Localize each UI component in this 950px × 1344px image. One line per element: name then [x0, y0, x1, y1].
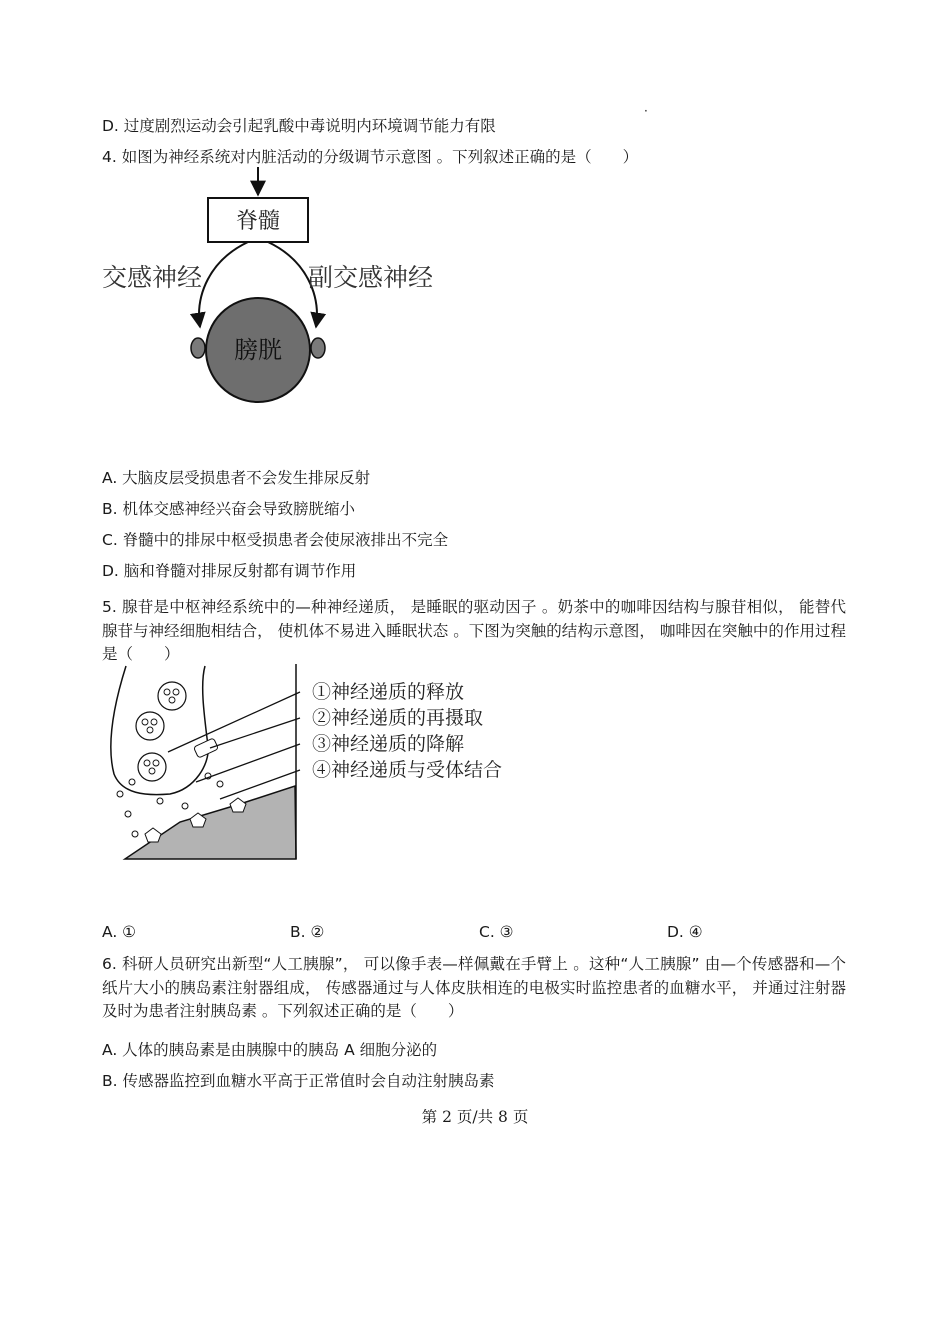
q4-option-a: A. 大脑皮层受损患者不会发生排尿反射: [102, 469, 371, 487]
synapse-label-1: ①神经递质的释放: [312, 681, 465, 703]
q4-stem: 4. 如图为神经系统对内脏活动的分级调节示意图 。下列叙述正确的是（ ）: [102, 148, 639, 166]
parasympathetic-label: 副交感神经: [308, 263, 434, 292]
postsynaptic-cell: [125, 786, 296, 859]
q5-option-c: C. ③: [479, 923, 514, 941]
q6-option-a: A. 人体的胰岛素是由胰腺中的胰岛 A 细胞分泌的: [102, 1041, 438, 1059]
q5-option-a: A. ①: [102, 923, 137, 941]
previous-option-d: D. 过度剧烈运动会引起乳酸中毒说明内环境调节能力有限: [102, 117, 496, 135]
synapse-label-2: ②神经递质的再摄取: [312, 707, 484, 729]
q4-option-b: B. 机体交感神经兴奋会导致膀胱缩小: [102, 500, 355, 518]
vesicles: [136, 682, 186, 781]
page-footer: 第 2 页/共 8 页: [421, 1108, 529, 1126]
q5-option-d: D. ④: [667, 923, 703, 941]
synapse-label-3: ③神经递质的降解: [312, 733, 465, 755]
q5-synapse-figure: [100, 664, 520, 864]
q5-stem: 5. 腺苷是中枢神经系统中的—种神经递质， 是睡眠的驱动因子 。奶茶中的咖啡因结构与腺苷相似， 能替代腺苷与神经细胞相结合， 使机体不易进入睡眠状态 。下图为突触的结构示意图， 咖啡因在突触中的作用过程是（ ）: [102, 598, 846, 663]
synapse-label-4: ④神经递质与受体结合: [312, 759, 503, 781]
bladder-label: 膀胱: [234, 336, 282, 364]
stray-mark: ·: [644, 104, 648, 118]
spinal-cord-label: 脊髓: [235, 209, 281, 234]
q4-figure: [100, 165, 445, 405]
bladder-right-lobe: [311, 338, 325, 358]
q4-option-d: D. 脑和脊髓对排尿反射都有调节作用: [102, 562, 357, 580]
bladder-left-lobe: [191, 338, 205, 358]
q6-option-b: B. 传感器监控到血糖水平高于正常值时会自动注射胰岛素: [102, 1072, 495, 1090]
q5-option-b: B. ②: [290, 923, 325, 941]
sympathetic-label: 交感神经: [102, 263, 203, 292]
pointer-lines: [168, 692, 300, 799]
q6-stem: 6. 科研人员研究出新型“人工胰腺”， 可以像手表—样佩戴在手臂上 。这种“人工胰腺” 由—个传感器和—个纸片大小的胰岛素注射器组成， 传感器通过与人体皮肤相连的电极实时监控患者的血糖水平， 并通过注射器及时为患者注射胰岛素 。下列叙述正确的是（ ）: [102, 955, 846, 1020]
q4-option-c: C. 脊髓中的排尿中枢受损患者会使尿液排出不完全: [102, 531, 449, 549]
